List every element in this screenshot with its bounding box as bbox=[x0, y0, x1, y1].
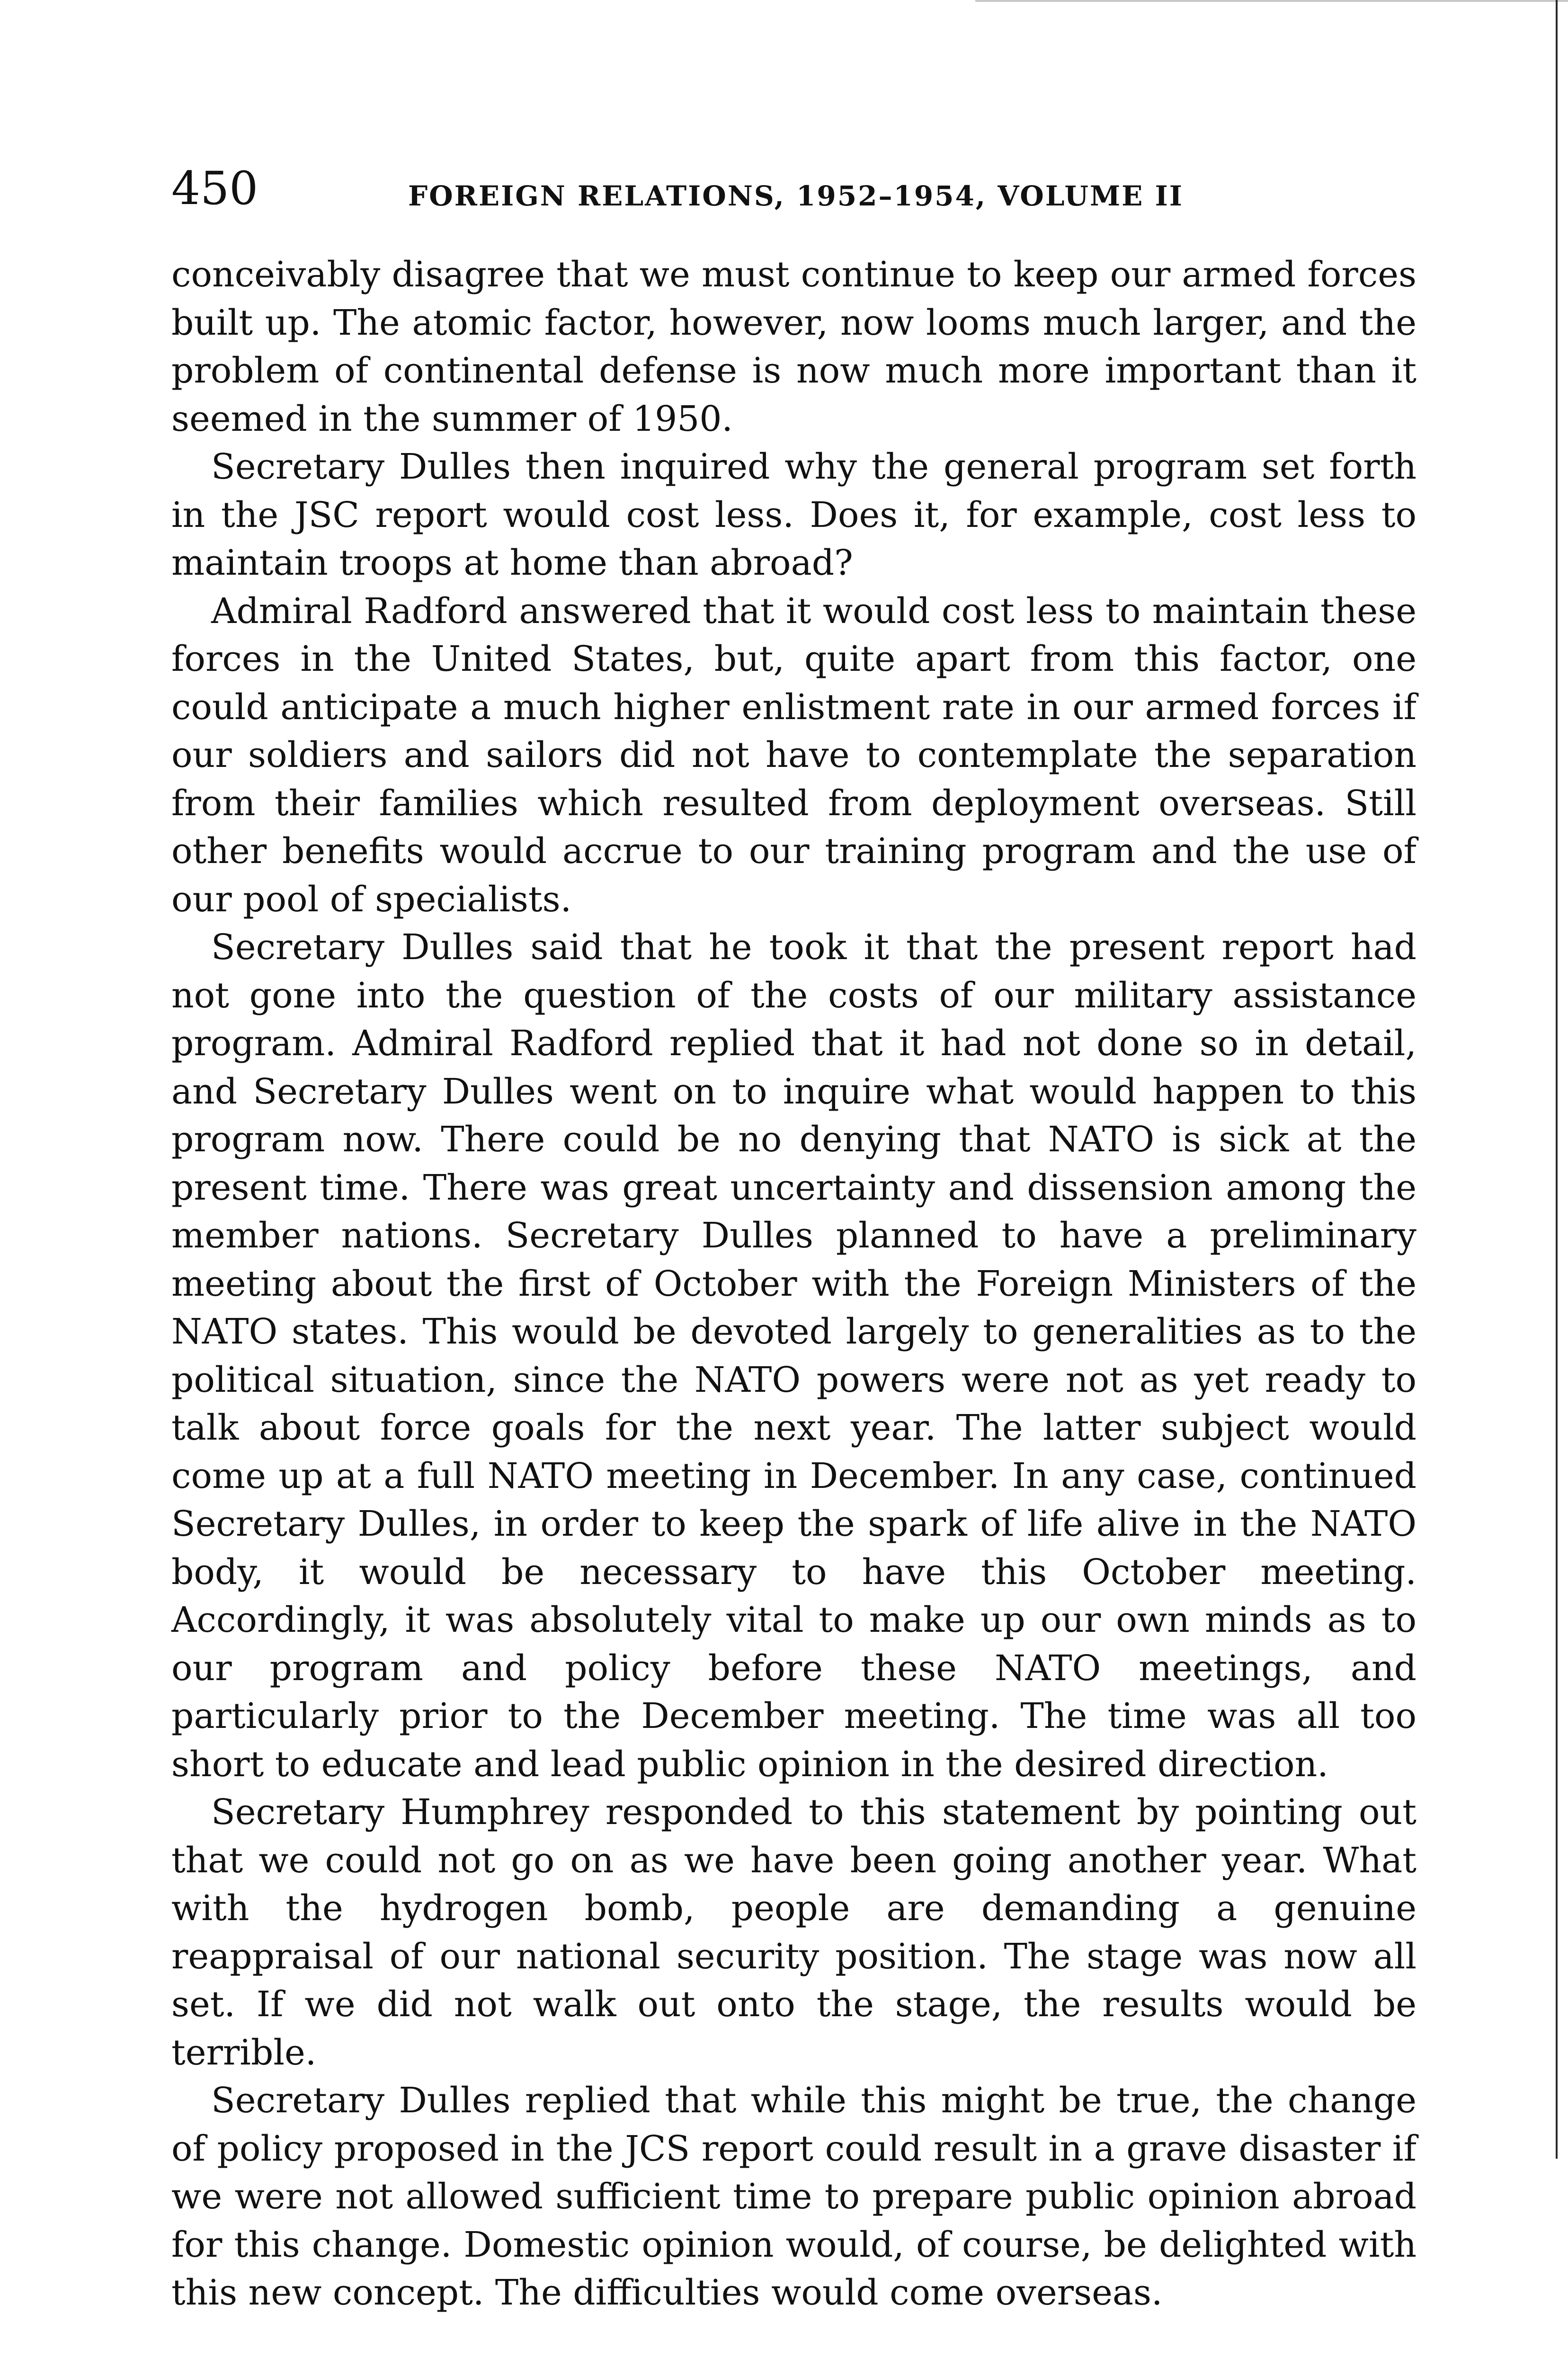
scan-edge-right bbox=[1556, 0, 1558, 2159]
body-text bbox=[171, 251, 1417, 2317]
paragraph-continued: conceivably disagree that we must continue to keep our armed forces built up. The atomic factor, however, now looms much larger, and the problem of continental defense is now much more important than it seemed in the summer of 1950. bbox=[171, 254, 1417, 439]
paragraph: Secretary Dulles then inquired why the general program set forth in the JSC report would cost less. Does it, for example, cost less to maintain troops at home than abroad? bbox=[171, 446, 1417, 583]
page-number: 450 bbox=[171, 162, 258, 215]
paragraph: Secretary Dulles replied that while this might be true, the change of policy proposed in the JCS report could result in a grave disaster if we were not allowed sufficient time to prepare public opinion abroad for this change. Domestic opinion would, of course, be delighted with this new concept. The difficulties would come overseas. bbox=[171, 2080, 1417, 2313]
paragraph: Secretary Dulles said that he took it that the present report had not gone into the question of the costs of our military assistance program. Admiral Radford replied that it had not done so in detail, and Secretary Dulles went on to inquire what would happen to this program now. There could be no denying that NATO is sick at the present time. There was great uncertainty and dissension among the member nations. Secretary Dulles planned to have a preliminary meeting about the first of October with the Foreign Ministers of the NATO states. This would be devoted largely to generalities as to the political situation, since the NATO powers were not as yet ready to talk about force goals for the next year. The latter subject would come up at a full NATO meeting in December. In any case, continued Secretary Dulles, in order to keep the spark of life alive in the NATO body, it would be necessary to have this October meeting. Accordingly, it was absolutely vital to make up our own minds as to our program and policy before these NATO meetings, and particularly prior to the December meeting. The time was all too short to educate and lead public opinion in the desired direction. bbox=[171, 927, 1417, 1785]
scan-edge-top bbox=[975, 0, 1568, 2]
paragraph: Admiral Radford answered that it would cost less to maintain these forces in the United States, but, quite apart from this factor, one could anticipate a much higher enlistment rate in our armed forces if our soldiers and sailors did not have to contemplate the separation from their families which resulted from deployment overseas. Still other benefits would accrue to our training program and the use of our pool of specialists. bbox=[171, 590, 1417, 920]
page-header bbox=[171, 156, 1417, 222]
paragraph: Secretary Humphrey responded to this statement by pointing out that we could not go on as we have been going another year. What with the hydrogen bomb, people are demanding a genuine reappraisal of our national security position. The stage was now all set. If we did not walk out onto the stage, the results would be terrible. bbox=[171, 1792, 1417, 2073]
running-head: FOREIGN RELATIONS, 1952–1954, VOLUME II bbox=[408, 180, 1184, 212]
